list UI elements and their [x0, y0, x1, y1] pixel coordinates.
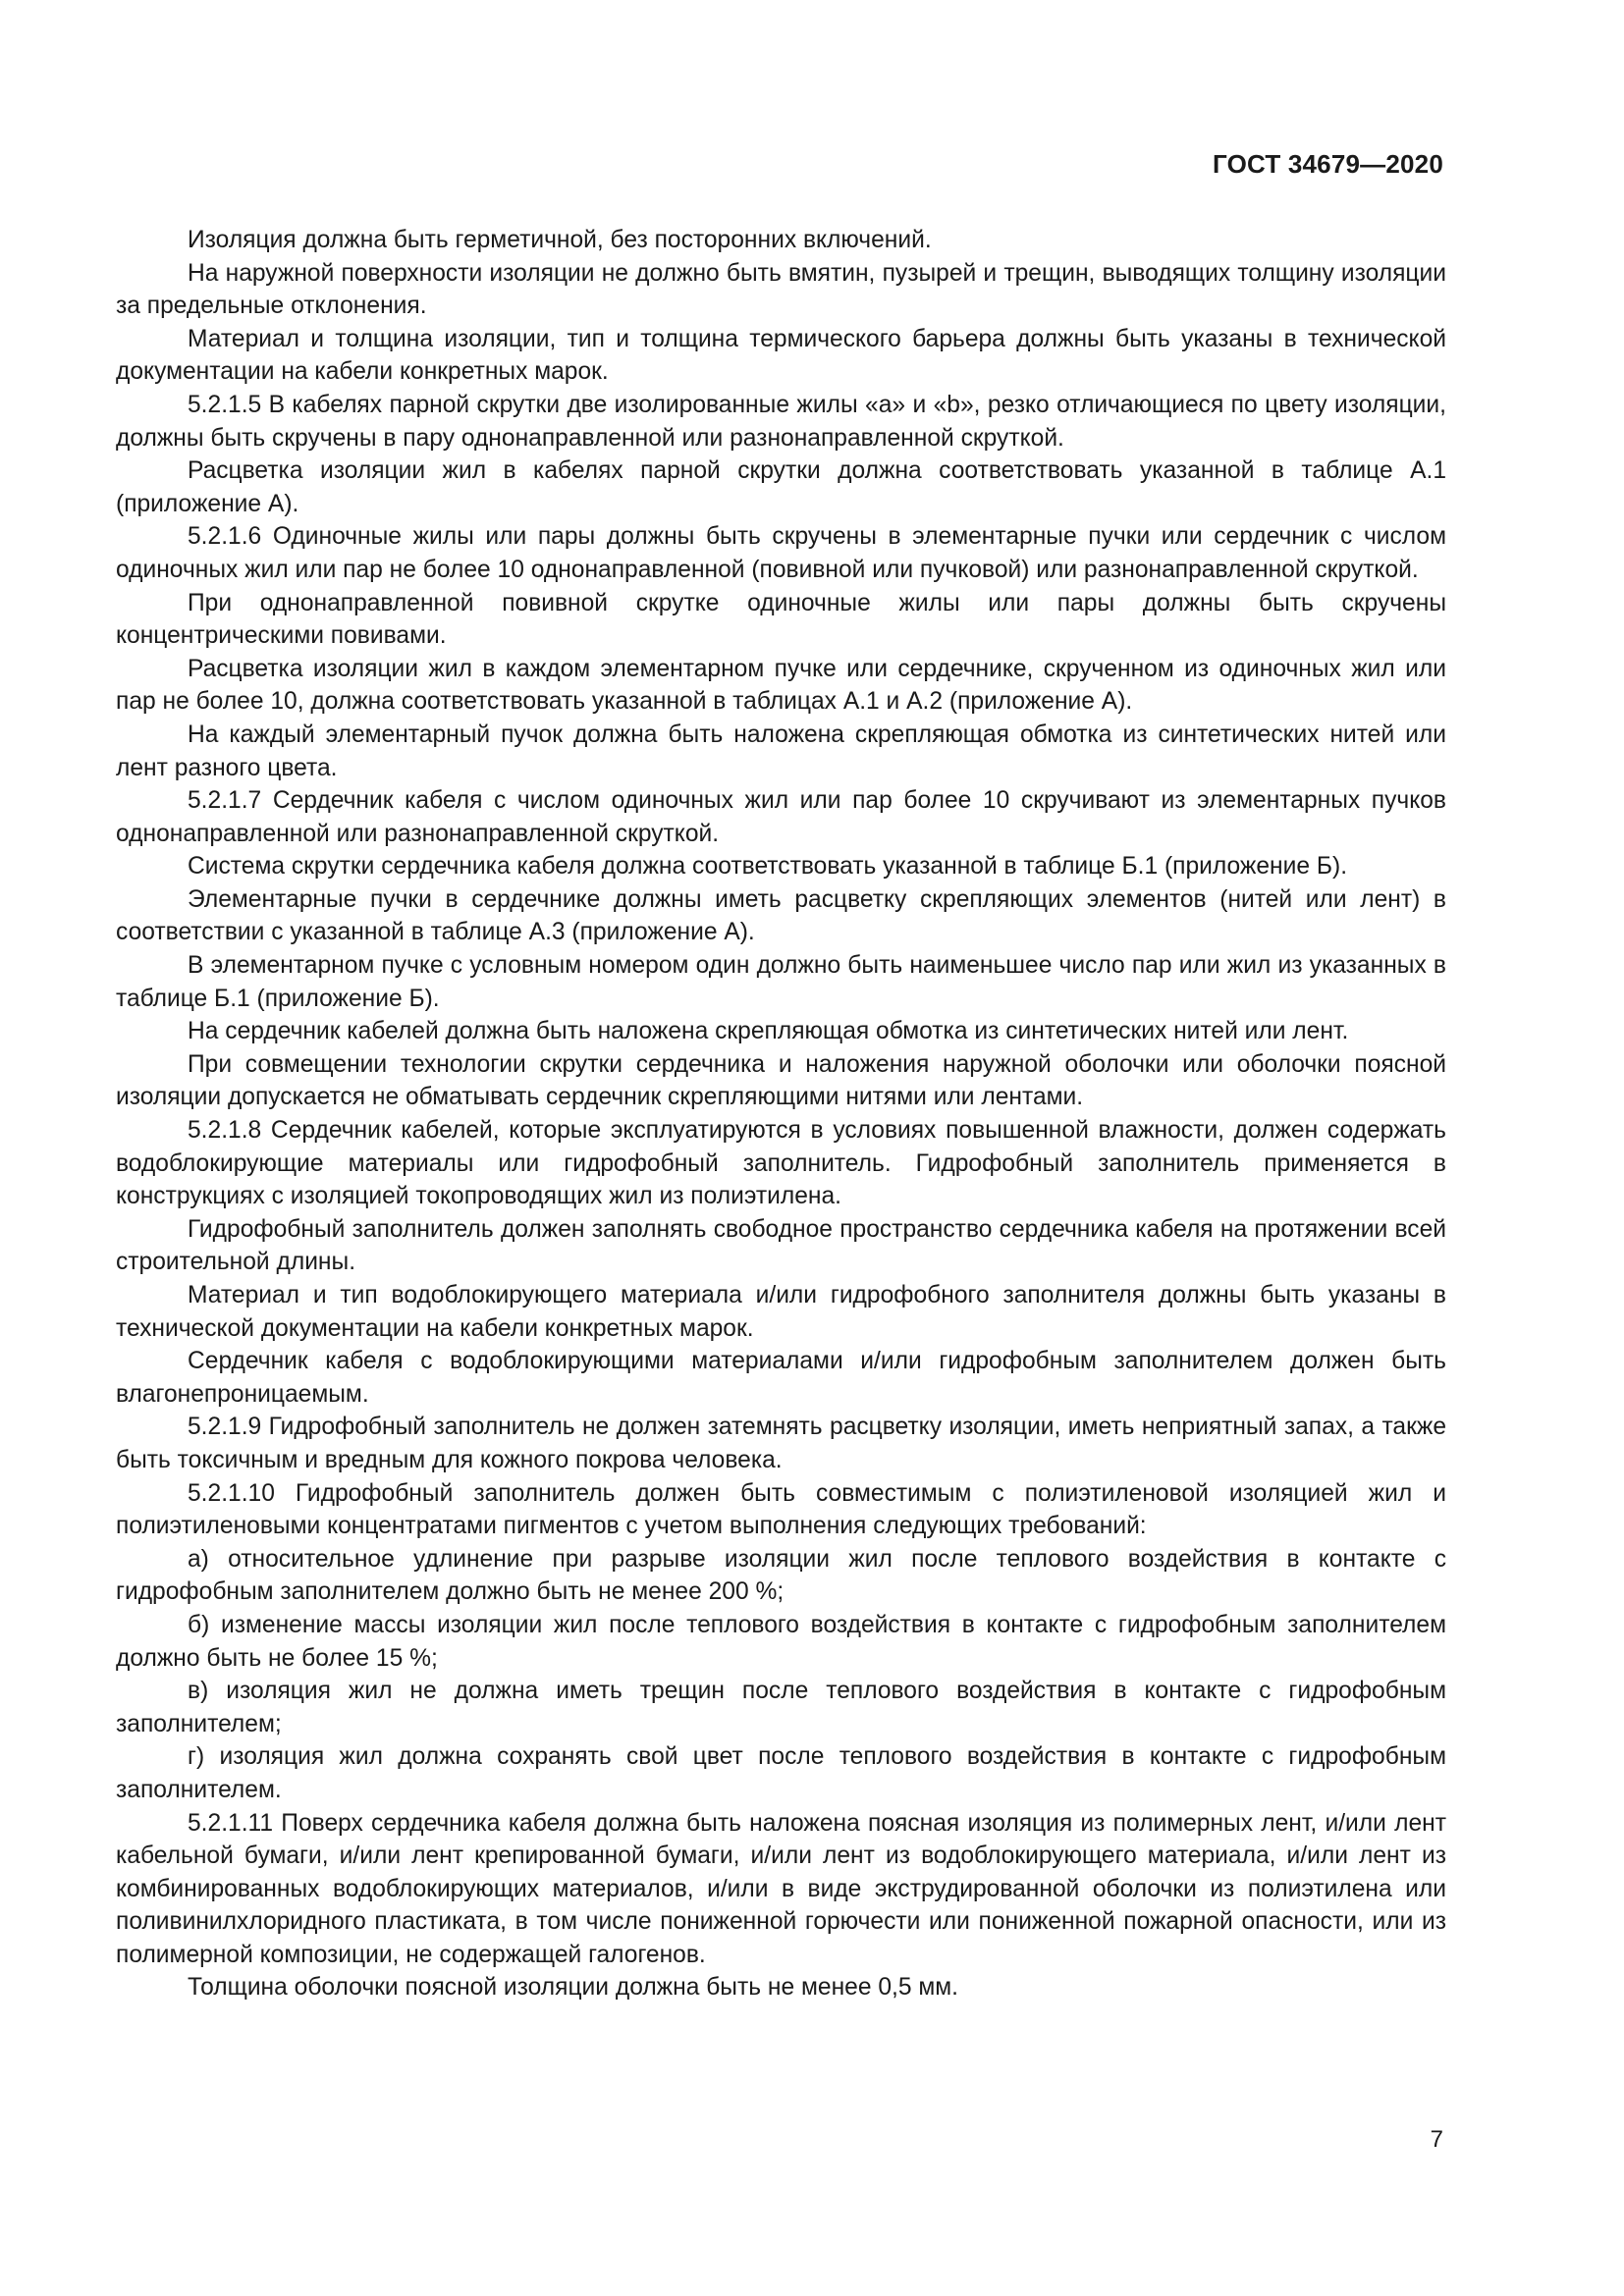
clause-5-2-1-5: 5.2.1.5 В кабелях парной скрутки две изолированные жилы «а» и «b», резко отличающиеся по цвету изоляции, должны быть скручены в пару однонаправленной или разнонаправленной скруткой. — [116, 391, 1446, 452]
paragraph: При совмещении технологии скрутки сердечника и наложения наружной оболочки или оболочки поясной изоляции допускается не обматывать сердечник скрепляющими нитями или лентами. — [116, 1050, 1446, 1111]
list-item-g: г) изоляция жил должна сохранять свой цвет после теплового воздействия в контакте с гидрофобным заполнителем. — [116, 1743, 1446, 1803]
paragraph: На сердечник кабелей должна быть наложена скрепляющая обмотка из синтетических нитей или лент. — [188, 1018, 1349, 1045]
paragraph: В элементарном пучке с условным номером один должно быть наименьшее число пар или жил из указанных в таблице Б.1 (приложение Б). — [116, 952, 1446, 1012]
clause-5-2-1-6: 5.2.1.6 Одиночные жилы или пары должны быть скручены в элементарные пучки или сердечник с числом одиночных жил или пар не более 10 однонаправленной (повивной или пучковой) или разнонаправленной скруткой. — [116, 523, 1446, 583]
clause-5-2-1-10: 5.2.1.10 Гидрофобный заполнитель должен быть совместимым с полиэтиленовой изоляцией жил и полиэтиленовыми концентратами пигментов с учетом выполнения следующих требований: — [116, 1479, 1446, 1540]
paragraph: Расцветка изоляции жил в каждом элементарном пучке или сердечнике, скрученном из одиночных жил или пар не более 10, должна соответствовать указанной в таблицах А.1 и А.2 (приложение А). — [116, 655, 1446, 716]
document-body — [116, 224, 1446, 2004]
paragraph: На каждый элементарный пучок должна быть наложена скрепляющая обмотка из синтетических нитей или лент разного цвета. — [116, 721, 1446, 781]
paragraph: Толщина оболочки поясной изоляции должна быть не менее 0,5 мм. — [188, 1974, 959, 2002]
paragraph: Сердечник кабеля с водоблокирующими материалами и/или гидрофобным заполнителем должен быть влагонепроницаемым. — [116, 1348, 1446, 1408]
clause-5-2-1-7: 5.2.1.7 Сердечник кабеля с числом одиночных жил или пар более 10 скручивают из элементарных пучков однонаправленной или разнонаправленной скруткой. — [116, 787, 1446, 847]
clause-5-2-1-9: 5.2.1.9 Гидрофобный заполнитель не должен затемнять расцветку изоляции, иметь неприятный запах, а также быть токсичным и вредным для кожного покрова человека. — [116, 1414, 1446, 1473]
clause-5-2-1-8: 5.2.1.8 Сердечник кабелей, которые эксплуатируются в условиях повышенной влажности, должен содержать водоблокирующие материалы или гидрофобный заполнитель. Гидрофобный заполнитель применяется в конструкциях с изоляцией токопроводящих жил из полиэтилена. — [116, 1117, 1446, 1210]
standard-header: ГОСТ 34679—2020 — [1213, 149, 1443, 179]
paragraph: Материал и толщина изоляции, тип и толщина термического барьера должны быть указаны в технической документации на кабели конкретных марок. — [116, 325, 1446, 386]
paragraph: Элементарные пучки в сердечнике должны иметь расцветку скрепляющих элементов (нитей или лент) в соответствии с указанной в таблице А.3 (приложение А). — [116, 885, 1446, 946]
paragraph: На наружной поверхности изоляции не должно быть вмятин, пузырей и трещин, выводящих толщину изоляции за предельные отклонения. — [116, 259, 1446, 320]
list-item-v: в) изоляция жил не должна иметь трещин после теплового воздействия в контакте с гидрофобным заполнителем; — [116, 1678, 1446, 1737]
paragraph: Материал и тип водоблокирующего материала и/или гидрофобного заполнителя должны быть указаны в технической документации на кабели конкретных марок. — [116, 1282, 1446, 1342]
list-item-a: а) относительное удлинение при разрыве изоляции жил после теплового воздействия в контакте с гидрофобным заполнителем должно быть не менее 200 %; — [116, 1545, 1446, 1606]
paragraph: Расцветка изоляции жил в кабелях парной скрутки должна соответствовать указанной в таблице А.1 (приложение А). — [116, 457, 1446, 517]
clause-5-2-1-11: 5.2.1.11 Поверх сердечника кабеля должна быть наложена поясная изоляция из полимерных лент, и/или лент кабельной бумаги, и/или лент крепированной бумаги, и/или лент из водоблокирующего материала, и/или лент из комбинированных водоблокирующих материалов, и/или в виде экструдированной оболочки из полиэтилена или поливинилхлоридного пластиката, в том числе пониженной горючести или пониженной пожарной опасности, или из полимерной композиции, не содержащей галогенов. — [116, 1809, 1446, 1968]
paragraph: Система скрутки сердечника кабеля должна соответствовать указанной в таблице Б.1 (приложение Б). — [188, 853, 1348, 881]
paragraph: Гидрофобный заполнитель должен заполнять свободное пространство сердечника кабеля на протяжении всей строительной длины. — [116, 1215, 1446, 1276]
paragraph: Изоляция должна быть герметичной, без посторонних включений. — [188, 227, 932, 253]
page-number: 7 — [1430, 2126, 1443, 2153]
list-item-b: б) изменение массы изоляции жил после теплового воздействия в контакте с гидрофобным заполнителем должно быть не более 15 %; — [116, 1611, 1446, 1672]
paragraph: При однонаправленной повивной скрутке одиночные жилы или пары должны быть скручены концентрическими повивами. — [116, 589, 1446, 650]
